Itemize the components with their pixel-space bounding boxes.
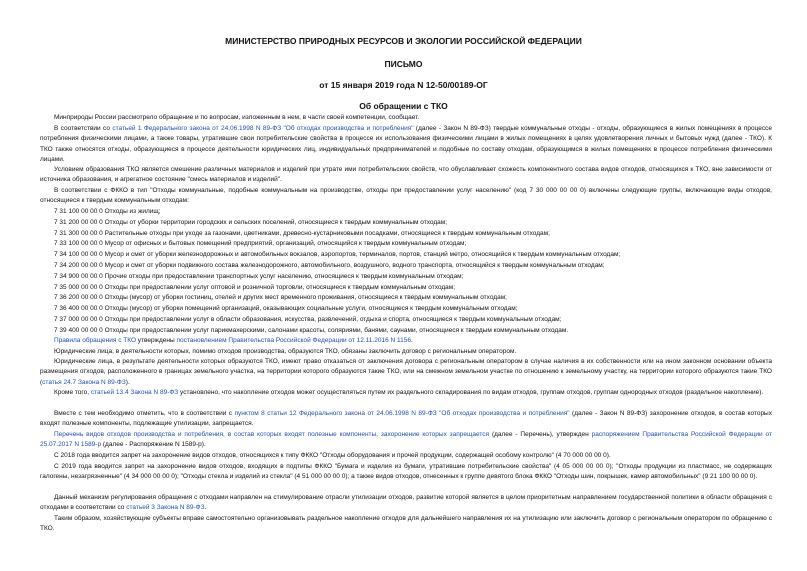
article-24-7-link[interactable]: статья 24.7 Закона N 89-ФЗ [42,378,126,386]
paragraph-mechanism: Данный механизм регулирования обращения с отходами направлен на стимулирование отрасли утилизации отходов, развитие которой является в целом приоритетным направлением государственной политики в области обращения с отходами в соответствии со статьей 3 Закона N 89-ФЗ. [40,494,772,512]
waste-list-link[interactable]: Перечень видов отходов производства и потребления, в состав которых входят полезные компоненты, захоронение которых запрещается [54,431,490,438]
paragraph-rules: Правила обращения с ТКО утверждены постановлением Правительства Российской Федерации от 12.11.2016 N 1156. [54,337,413,344]
list-item: 7 31 300 00 00 0 Растительные отходы при уходе за газонами, цветниками, древесно-кустарниковыми посадками, относящиеся к твердым коммунальным отходам; [54,230,550,237]
paragraph-2019-ban: С 2019 года вводится запрет на захоронение видов отходов, входящих в подтипы ФККО "Бумага и изделия из бумаги, утратившие потребительские свойства" (4 05 000 00 00 0); "Отходы продукции из пластмасс, не содержащих галогены, незагрязненные" (4 34 000 00 00 0); "Отходы стекла и изделий из стекла" (4 51 000 00 00 0); а также видов отходов, отнесенных к группе девятого блока ФККО "Отходы шин, покрышек, камер автомобильных" (9 21 100 00 00 0). [40,463,772,481]
list-item: 7 36 200 00 00 0 Отходы (мусор) от уборки гостиниц, отелей и других мест временного проживания, относящиеся к твердым коммунальным отходам; [54,294,507,301]
paragraph-2018-ban: С 2018 года вводится запрет на захоронение видов отходов, относящихся к типу ФККО "Отходы оборудования и прочей продукции, содержащей особому контролю" (4 70 000 00 00 0). [54,452,611,459]
list-item: 7 34 200 00 00 0 Мусор и смет от уборки подвижного состава железнодорожного, автомобильного, воздушного, водного транспорта, относящийся к твердым коммунальным отходам; [54,262,605,269]
list-item: 7 37 000 00 00 0 Отходы при предоставлении услуг в области образования, искусства, развлечений, отдыха и спорта, относящиеся к твердым коммунальным отходам; [54,316,562,323]
list-item: 7 31 200 00 00 0 Отходы от уборки территории городских и сельских поселений, относящиеся к твердым коммунальным отходам; [54,219,448,226]
ministry-title: МИНИСТЕРСТВО ПРИРОДНЫХ РЕСУРСОВ И ЭКОЛОГИИ РОССИЙСКОЙ ФЕДЕРАЦИИ [225,36,582,46]
list-item: 7 31 100 00 00 0 Отходы из жилищ; [54,208,161,215]
list-item: 7 39 400 00 00 0 Отходы при предоставлении услуг парикмахерскими, салонами красоты, соляриями, банями, саунами, относящиеся к твердым коммунальным отходам. [54,327,569,334]
list-item: 7 35 000 00 00 0 Отходы при предоставлении услуг оптовой и розничной торговли, относящиеся к твердым коммунальным отходам; [54,284,456,291]
paragraph-refusal: Юридические лица, в результате деятельности которых образуются ТКО, имеют право отказаться от заключения договора с региональным оператором в случае наличия в их собственности или на ином законном основании объекта размещения отходов, расположенного в границах земельного участка, на территории которого образуются такие ТКО, или на смежном земельном участке по отношению к земельному участку, на территории которого образуются такие ТКО (статья 24.7 Закона N 89-ФЗ). [40,358,772,386]
tko-rules-link[interactable]: Правила обращения с ТКО [54,337,136,344]
law-89fz-article-1-link[interactable]: статьей 1 Федерального закона от 24.06.1998 N 89-ФЗ "Об отходах производства и потребления" [112,125,414,132]
document-subject: Об обращении с ТКО [359,101,448,111]
paragraph-definition: В соответствии со статьей 1 Федерального закона от 24.06.1998 N 89-ФЗ "Об отходах производства и потребления" (далее - Закон N 89-ФЗ) твердые коммунальные отходы - отходы, образующиеся в жилых помещениях в процессе потребления физическими лицами, а также товары, утратившие свои потребительские свойства в процессе их использования физическими лицами в жилых помещениях в целях удовлетворения личных и бытовых нужд (далее - ТКО). К ТКО также относятся отходы, образующиеся в процессе деятельности юридических лиц, индивидуальных предпринимателей и подобные по составу отходам, образующимся в жилых помещениях в процессе потребления физическими лицами. [40,125,772,164]
article-12-item-8-link[interactable]: пунктом 8 статьи 12 Федерального закона от 24.06.1998 N 89-ФЗ "Об отходах производства и потребления" [234,410,570,417]
paragraph-list-approval: Перечень видов отходов производства и потребления, в состав которых входят полезные компоненты, захоронение которых запрещается (далее - Перечень), утвержден распоряжением Правительства Российской Федерации от 25.07.2017 N 1589-р (далее - Распоряжение N 1589-р). [40,431,773,449]
document-date-number: от 15 января 2019 года N 12-50/00189-ОГ [319,80,488,90]
paragraph-intro: Минприроды России рассмотрело обращение и по вопросам, изложенным в нем, в части своей компетенции, сообщает. [54,114,420,121]
order-1589r-link[interactable]: распоряжением Правительства Российской Федерации от 25.07.2017 N 1589-р [40,431,773,449]
paragraph-fkko: В соответствии с ФККО в тип "Отходы коммунальные, подобные коммунальным на производстве, отходы при предоставлении услуг населению" (код 7 30 000 00 00 0) включены следующие группы, включающие виды отходов, относящиеся к твердым коммунальным отходам: [40,187,772,205]
document-type: ПИСЬМО [384,59,423,69]
paragraph-condition: Условием образования ТКО является смешение различных материалов и изделий при утрате ими потребительских свойств, что обуславливает схожесть компонентного состава видов отходов, относящихся к ТКО, вне зависимости от источника образования, и агрегатное состояние "смесь материалов и изделий". [40,166,772,184]
list-item: 7 36 400 00 00 0 Отходы (мусор) от уборки помещений организаций, оказывающих социальные услуги, относящиеся к твердым коммунальным отходам; [54,305,518,312]
list-item: 7 34 100 00 00 0 Мусор и смет от уборки железнодорожных и автомобильных вокзалов, аэропортов, терминалов, портов, станций метро, относящийся к твердым коммунальным отходам; [54,251,621,258]
list-item: 7 33 100 00 00 0 Мусор от офисных и бытовых помещений предприятий, организаций, относящийся к твердым коммунальным отходам; [54,240,467,247]
article-13-4-link[interactable]: статьей 13.4 Закона N 89-ФЗ [90,389,179,396]
resolution-1156-link[interactable]: постановлением Правительства Российской Федерации от 12.11.2016 N 1156 [176,337,411,344]
list-item: 7 34 900 00 00 0 Прочие отходы при предоставлении транспортных услуг населению, относящиеся к твердым коммунальным отходам; [54,273,464,280]
paragraph-burial-ban: Вместе с тем необходимо отметить, что в соответствии с пунктом 8 статьи 12 Федерального закона от 24.06.1998 N 89-ФЗ "Об отходах производства и потребления" (далее - Закон N 89-ФЗ) захоронение отходов, в состав которых входят полезные компоненты, подлежащие утилизации, запрещается. [40,410,772,428]
paragraph-conclusion: Таким образом, хозяйствующие субъекты вправе самостоятельно организовывать раздельное накопление отходов для дальнейшего направления их на утилизацию или заключить договор с региональным оператором по обращению с ТКО. [40,515,772,533]
paragraph-separate-storage: Кроме того, статьей 13.4 Закона N 89-ФЗ установлено, что накопление отходов может осуществляться путем их раздельного складирования по видам отходов, группам отходов, группам однородных отходов (раздельное накопление). [54,389,764,396]
paragraph-obligation: Юридические лица, в деятельности которых, помимо отходов производства, образуются ТКО, обязаны заключить договор с региональным оператором. [54,348,517,355]
article-3-link[interactable]: статьей 3 Закона N 89-ФЗ [126,504,205,512]
